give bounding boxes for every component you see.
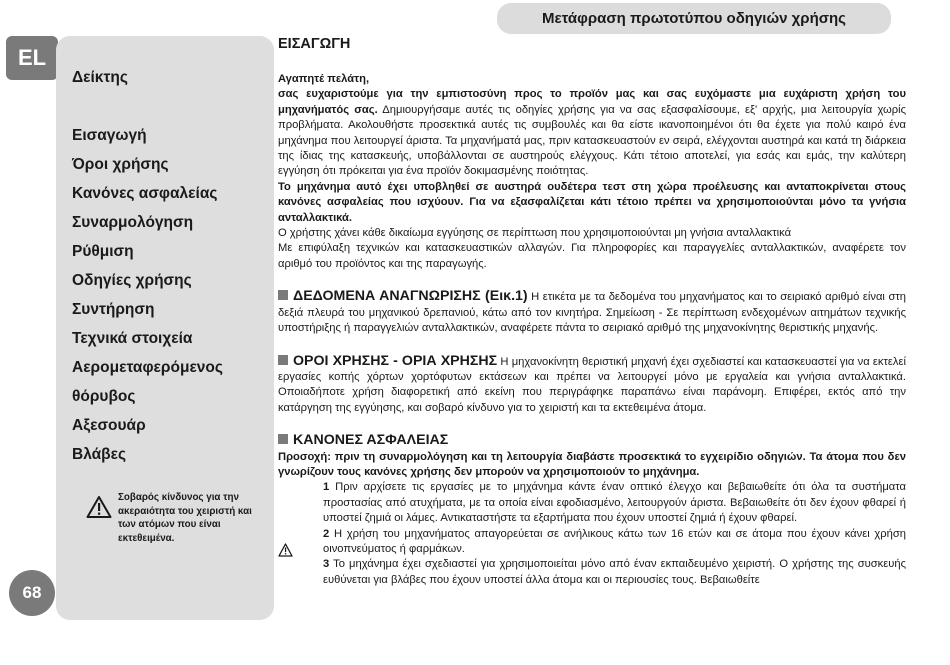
warning-triangle-icon	[278, 543, 293, 557]
genuine-parts-notice: Το μηχάνημα αυτό έχει υποβληθεί σε αυστηρά ουδέτερα τεστ στη χώρα προέλευσης και ανταποκρίνεται στους κανόνες ασφαλείας που ισχύουν. Για να εξασφαλίζεται κάτι τέτοιο πρέπει να χρησιμοποιούνται μόνο τα γνήσια ανταλλακτικά.	[278, 180, 906, 224]
sidebar-item-introduction[interactable]: Εισαγωγή	[72, 127, 147, 144]
sidebar-item-technical-data[interactable]: Τεχνικά στοιχεία	[72, 330, 193, 347]
language-tab: EL	[6, 36, 58, 80]
rule-text: Η χρήση του μηχανήματος απαγορεύεται σε ανήλικους κάτω των 16 ετών και σε άτομα που έχουν κάνει χρήση οινοπνεύματος ή φαρμάκων.	[323, 527, 906, 555]
rule-number: 3	[323, 558, 330, 571]
intro-body-text: Δημιουργήσαμε αυτές τις οδηγίες χρήσης για να σας εξασφαλίσουμε, εξ' αρχής, μια λειτουργία χωρίς προβλήματα. Ακολουθήστε προσεκτικά αυτές τις συμβουλές και θα είστε ικανοποιημένοι ότι θα έχετε για πολύ καιρό ένα μηχάνημα που λειτουργεί άριστα. Τα μηχανήματά μας, πριν κατασκευαστούν εν σειρά, ελέγχονται αυστηρά και κατά τη διάρκεια της ίδιας της κατασκευής, υποβάλλονται σε αυστηρούς ελέγχους. Κάτι τέτοιο αποτελεί, για εσάς και εμάς, την καλύτερη εγγύηση ότι πρόκειται για ένα προϊόν δοκιμασμένης ποιότητας.	[278, 103, 906, 178]
sidebar-warning-text: Σοβαρός κίνδυνος για την ακεραιότητα του χειριστή και των ατόμων που είναι εκτεθειμένα.	[118, 492, 252, 544]
section-safety-rules-heading	[278, 433, 906, 449]
spare-parts-notice: Με επιφύλαξη τεχνικών και κατασκευαστικών αλλαγών. Για πληροφορίες και παραγγελίες ανταλλακτικών, αναφέρετε τον αριθμό του προϊόντος και της παραγωγής.	[278, 242, 906, 270]
safety-warning: Προσοχή: πριν τη συναρμολόγηση και τη λειτουργία διαβάστε προσεκτικά το εγχειρίδιο οδηγιών. Τα άτομα που δεν γνωρίζουν τους κανόνες χρήσης δεν μπορούν να χρησιμοποιούν το μηχάνημα.	[278, 450, 906, 478]
intro-paragraph	[278, 87, 906, 179]
intro-title: ΕΙΣΑΓΩΓΗ	[278, 36, 351, 52]
rule-text: Πριν αρχίσετε τις εργασίες με το μηχάνημα κάντε έναν οπτικό έλεγχο και βεβαιωθείτε ότι όλα τα συστήματα προστασίας από ατυχήματα, με τα οποία είναι εφοδιασμένο, λειτουργούν άριστα. Βεβαιωθείτε ότι δεν έχουν φθαρεί ή υποστεί ζημιά οι λάμες. Αντικαταστήστε τα εξαρτήματα που έχουν υποστεί ζημιά ή έχουν φθαρεί.	[323, 481, 906, 525]
intro-bold-text: σας ευχαριστούμε για την εμπιστοσύνη προς το προϊόν μας και σας ευχόμαστε μια ευχάριστη χρήση του μηχανήματός σας.	[278, 88, 906, 116]
list-item	[323, 557, 906, 588]
sidebar-item-instructions[interactable]: Οδηγίες χρήσης	[72, 272, 192, 289]
safety-rules-list	[278, 480, 906, 588]
sidebar-index	[56, 36, 274, 620]
rule-text: Το μηχάνημα έχει σχεδιαστεί για χρησιμοποιείται μόνο από έναν εκπαιδευμένο χειριστή. Ο χρήστης της συσκευής ευθύνεται για βλάβες που έχουν υποστεί άλλα άτομα και οι περιουσίες τους. Βεβαιωθείτε	[323, 558, 906, 586]
list-item	[323, 527, 906, 558]
main-content	[278, 34, 906, 588]
section-identification-body: Η ετικέτα με τα δεδομένα του μηχανήματος και το σειριακό αριθμό είναι στη δεξιά πλευρά του μηχανικού δρεπανιού, κάτω από τον κινητήρα. Σημείωση - Σε περίπτωση ενδεχομένων αιτημάτων τεχνικής υποστήριξης ή παραγγελιών ανταλλακτικών, αναφέρετε πάντα το σειριακό αριθμό της μηχανοκίνητης θεριστικής μηχανής.	[278, 291, 906, 335]
warranty-notice: Ο χρήστης χάνει κάθε δικαίωμα εγγύησης σε περίπτωση που χρησιμοποιούνται μη γνήσια ανταλλακτικά	[278, 227, 792, 240]
section-identification-heading: ΔΕΔΟΜΕΝΑ ΑΝΑΓΝΩΡΙΣΗΣ (Εικ.1)	[293, 288, 528, 305]
sidebar-item-terms-of-use[interactable]: Όροι χρήσης	[72, 156, 169, 173]
square-bullet-icon	[278, 290, 288, 300]
page-header-title: Μετάφραση πρωτοτύπου οδηγιών χρήσης	[497, 3, 891, 34]
rule-number: 1	[323, 481, 330, 494]
sidebar-item-assembly[interactable]: Συναρμολόγηση	[72, 214, 194, 231]
sidebar-item-maintenance[interactable]: Συντήρηση	[72, 301, 155, 318]
sidebar-item-accessories[interactable]: Αξεσουάρ	[72, 417, 146, 434]
section-terms-body: Η μηχανοκίνητη θεριστική μηχανή έχει σχεδιαστεί και κατασκευαστεί για να εκτελεί εργασίες κοπής χόρτων χορτόφυτων εκτάσεων και πρέπει να λειτουργεί μόνο με εργαλεία και γνήσια ανταλλακτικά. Οποιαδήποτε χρήση διαφορετική από εκείνη που περιγράφηκε παραπάνω είναι παράνομη. Επιφέρει, εκτός από την κατάργηση της εγγύησης, και σοβαρό κίνδυνο για το χειριστή και τα εκτεθειμένα άτομα.	[278, 355, 906, 414]
section-identification	[278, 289, 906, 336]
section-safety-heading-text: ΚΑΝΟΝΕΣ ΑΣΦΑΛΕΙΑΣ	[293, 432, 449, 449]
square-bullet-icon	[278, 434, 288, 444]
sidebar-item-airborne[interactable]: Αερομεταφερόμενος	[72, 359, 223, 376]
greeting: Αγαπητέ πελάτη,	[278, 73, 370, 85]
list-item	[323, 480, 906, 526]
sidebar-item-faults[interactable]: Βλάβες	[72, 446, 127, 463]
sidebar-item-safety-rules[interactable]: Κανόνες ασφαλείας	[72, 185, 218, 202]
sidebar-item-noise[interactable]: θόρυβος	[72, 388, 136, 405]
rule-number: 2	[323, 527, 330, 540]
page-number-badge: 68	[9, 570, 55, 616]
section-terms-of-use	[278, 354, 906, 417]
warning-triangle-icon	[86, 495, 112, 519]
sidebar-item-adjustment[interactable]: Ρύθμιση	[72, 243, 134, 260]
sidebar-item-index[interactable]: Δείκτης	[72, 69, 128, 86]
section-terms-heading: ΟΡΟΙ ΧΡΗΣΗΣ - ΟΡΙΑ ΧΡΗΣΗΣ	[293, 352, 498, 369]
square-bullet-icon	[278, 355, 288, 365]
